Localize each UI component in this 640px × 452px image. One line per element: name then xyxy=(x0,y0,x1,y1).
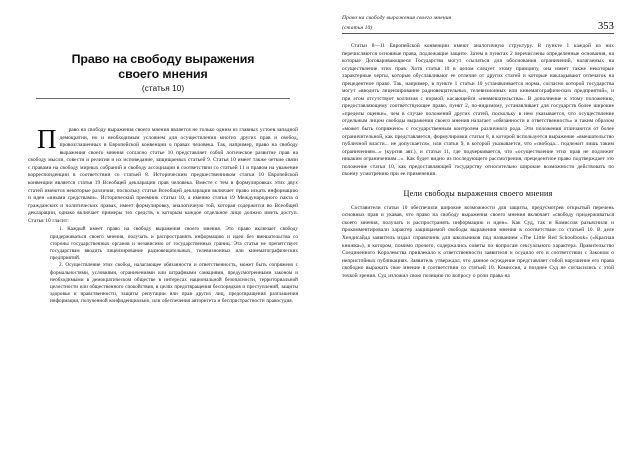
chapter-title-block xyxy=(28,52,298,99)
title-divider-rule xyxy=(36,98,290,99)
drop-cap-letter: П xyxy=(37,124,57,155)
chapter-title-line-1: Право на свободу выражения xyxy=(71,52,255,66)
running-head-line-1: Право на свободу выражения своего мнения xyxy=(342,15,452,21)
article-10-quote-block xyxy=(28,226,298,305)
page-right xyxy=(320,0,640,452)
left-column-body xyxy=(28,124,298,305)
running-head-line-2: (статья 10) xyxy=(342,25,373,32)
page-number: 353 xyxy=(597,21,614,33)
opening-paragraph-text: раво на свободу выражения своего мнения является не только одним из главных устоев западной демократии, но и необходимым условием для осуществления многих других прав и свобод, провозглашенных в Европейской конвенции о правах человека. Так, например, право на свободу выражения своего мнения согласно статье 10 представляет собой логическое развитие прав на свободу мысли, совести и религии и их исповедание, защищаемых статьей 9. Статья 10 имеет также четкие связи с правами на свободу мирных собраний и свободу ассоциации в соответствии со статьей 11 и правом на уважение корреспонденции в соответствии со статьей 8. Историческим предшественником статьи 10 Европейской конвенции является статья 19 Всеобщей декларации прав человека. Вместе с тем в формулировках этих двух статей имеются некоторые различия, поскольку статья Всеобщей декларации включает право искать информацию и идеи «иными средствами». Исторический преемник статьи 10, а именно статья 19 Международного пакта о гражданских и политических правах, имеет формулировку, аналогичную той, которая содержится во Всеобщей декларации, однако включает примеры тех средств, к которым каждое отдельное лицо должно иметь доступ. Статья 10 гласит: xyxy=(28,127,298,224)
right-paragraph-1: Статьи 8—11 Европейской конвенции имеют аналогичную структуру. В пункте 1 каждой из них перечисляются основные права, подлежащие защите. Затем в пунктах 2 перечислены определенные основания, на которые Договаривающиеся Государства могут ссылаться для обоснования ограничений, налагаемых на осуществление этих прав. Хотя статья 10 в целом следует этому принципу, она имеет также некоторые характерные черты, которые обуславливают ее отличие от других статей и которые накладывают отпечаток на прецедентное право. Так, например, в пункте 1 статьи 10 устанавливается норма, согласно которой государства могут «вводить лицензирование радиовещательных, телевизионных или кинематографических предприятий», и при этом отсутствует коллизия с нормой, касающейся «невмешательства». В дополнение к этому положению, предоставляющему соответствующее право, пункт 2, по-видимому, устанавливает для государств более широкие «пределы оценки», чем в случае положений других статей, поскольку в нем указывается, что осуществление отдельным лицом свободы выражения своего мнения налагает «обязанности и ответственность» и таким образом «может быть сопряжено» с государственным контролем различного рода. Эти положения отличаются от более ограничительной, как представляется, формулировки статьи 8, в которой используется выражение «вмешательство публичной власти... не допускается», или статьи 9, в которой указывается, что «свобода... подлежит лишь таким ограничениям...» (курсив авт.), и статьи 11, где подчеркивается, что «осуществление этих прав не подлежит никаким ограничениям...». Как будет видно из последующего рассмотрения, прецедентное право подтверждает это положение статьи 10, как предоставляющей государству относительно широкие возможности действовать по своему усмотрению при ее применении. xyxy=(342,43,614,178)
running-head-rule xyxy=(342,33,614,34)
article-10-clause-1: 1. Каждый имеет право на свободу выражения своего мнения. Это право включает свободу придерживаться своего мнения, получать и распространять информацию и идеи без вмешательства со стороны государственных органов и независимо от государственных границ. Эта статья не препятствует государствам вводить лицензирование радиовещательных, телевизионных или кинематографических предприятий. xyxy=(50,226,298,262)
chapter-subtitle: (статья 10) xyxy=(141,83,185,94)
section-heading: Цели свободы выражения своего мнения xyxy=(403,188,553,198)
chapter-title-line-2: своего мнения xyxy=(118,66,208,81)
opening-paragraph xyxy=(28,124,298,225)
right-column-body xyxy=(342,43,614,280)
running-head-lines xyxy=(342,14,614,33)
article-10-clause-2: 2. Осуществление этих свобод, налагающее обязанности и ответственность, может быть сопряжено с формальностями, условиями, ограничениями или штрафными санкциями, предусмотренными законом и необходимыми в демократическом обществе в интересах национальной безопасности, территориальной целостности или общественного спокойствия, в целях предотвращения беспорядков и преступлений, защиты здоровья и нравственности, защиты репутации или прав других лиц, предотвращения разглашения информации, полученной конфиденциально, или обеспечения авторитета и беспристрастности правосудия. xyxy=(50,262,298,305)
running-head-line-2-row xyxy=(342,22,614,33)
right-paragraph-2: Составители статьи 10 обеспечили широкие возможности для защиты, предусмотрев открытый перечень основных прав и укавав, что право на свободу выражения своего мнения включает «свободу придерживаться своего мнения, получать и распространять информацию и идеи». Как Суд, так и Комиссия разъяснили и прокомментировали характер защищаемой свободы выражения мнения в соответствии со статьей 10. В деле Хендисайда заявитель издал справочник для школьников под названием «The Little Red Schoolbook» («Красная книжка»), в котором, помимо прочего, содержались советы по вопросам сексуального характера. Правительство Соединенного Королевства привлекало к ответственности заявителя и осудило его в соответствии с Законом о непристойных публикациях. Заявитель утверждал, что данное осуждение представляет собой нарушение его права свободно выражать свое мнение в соответствии со статьей 10. Комиссия, а позднее Суд не согласились с этой точкой зрения. Суд изложил свою позицию по вопросу о роли права на xyxy=(342,204,614,279)
running-head xyxy=(342,14,614,40)
